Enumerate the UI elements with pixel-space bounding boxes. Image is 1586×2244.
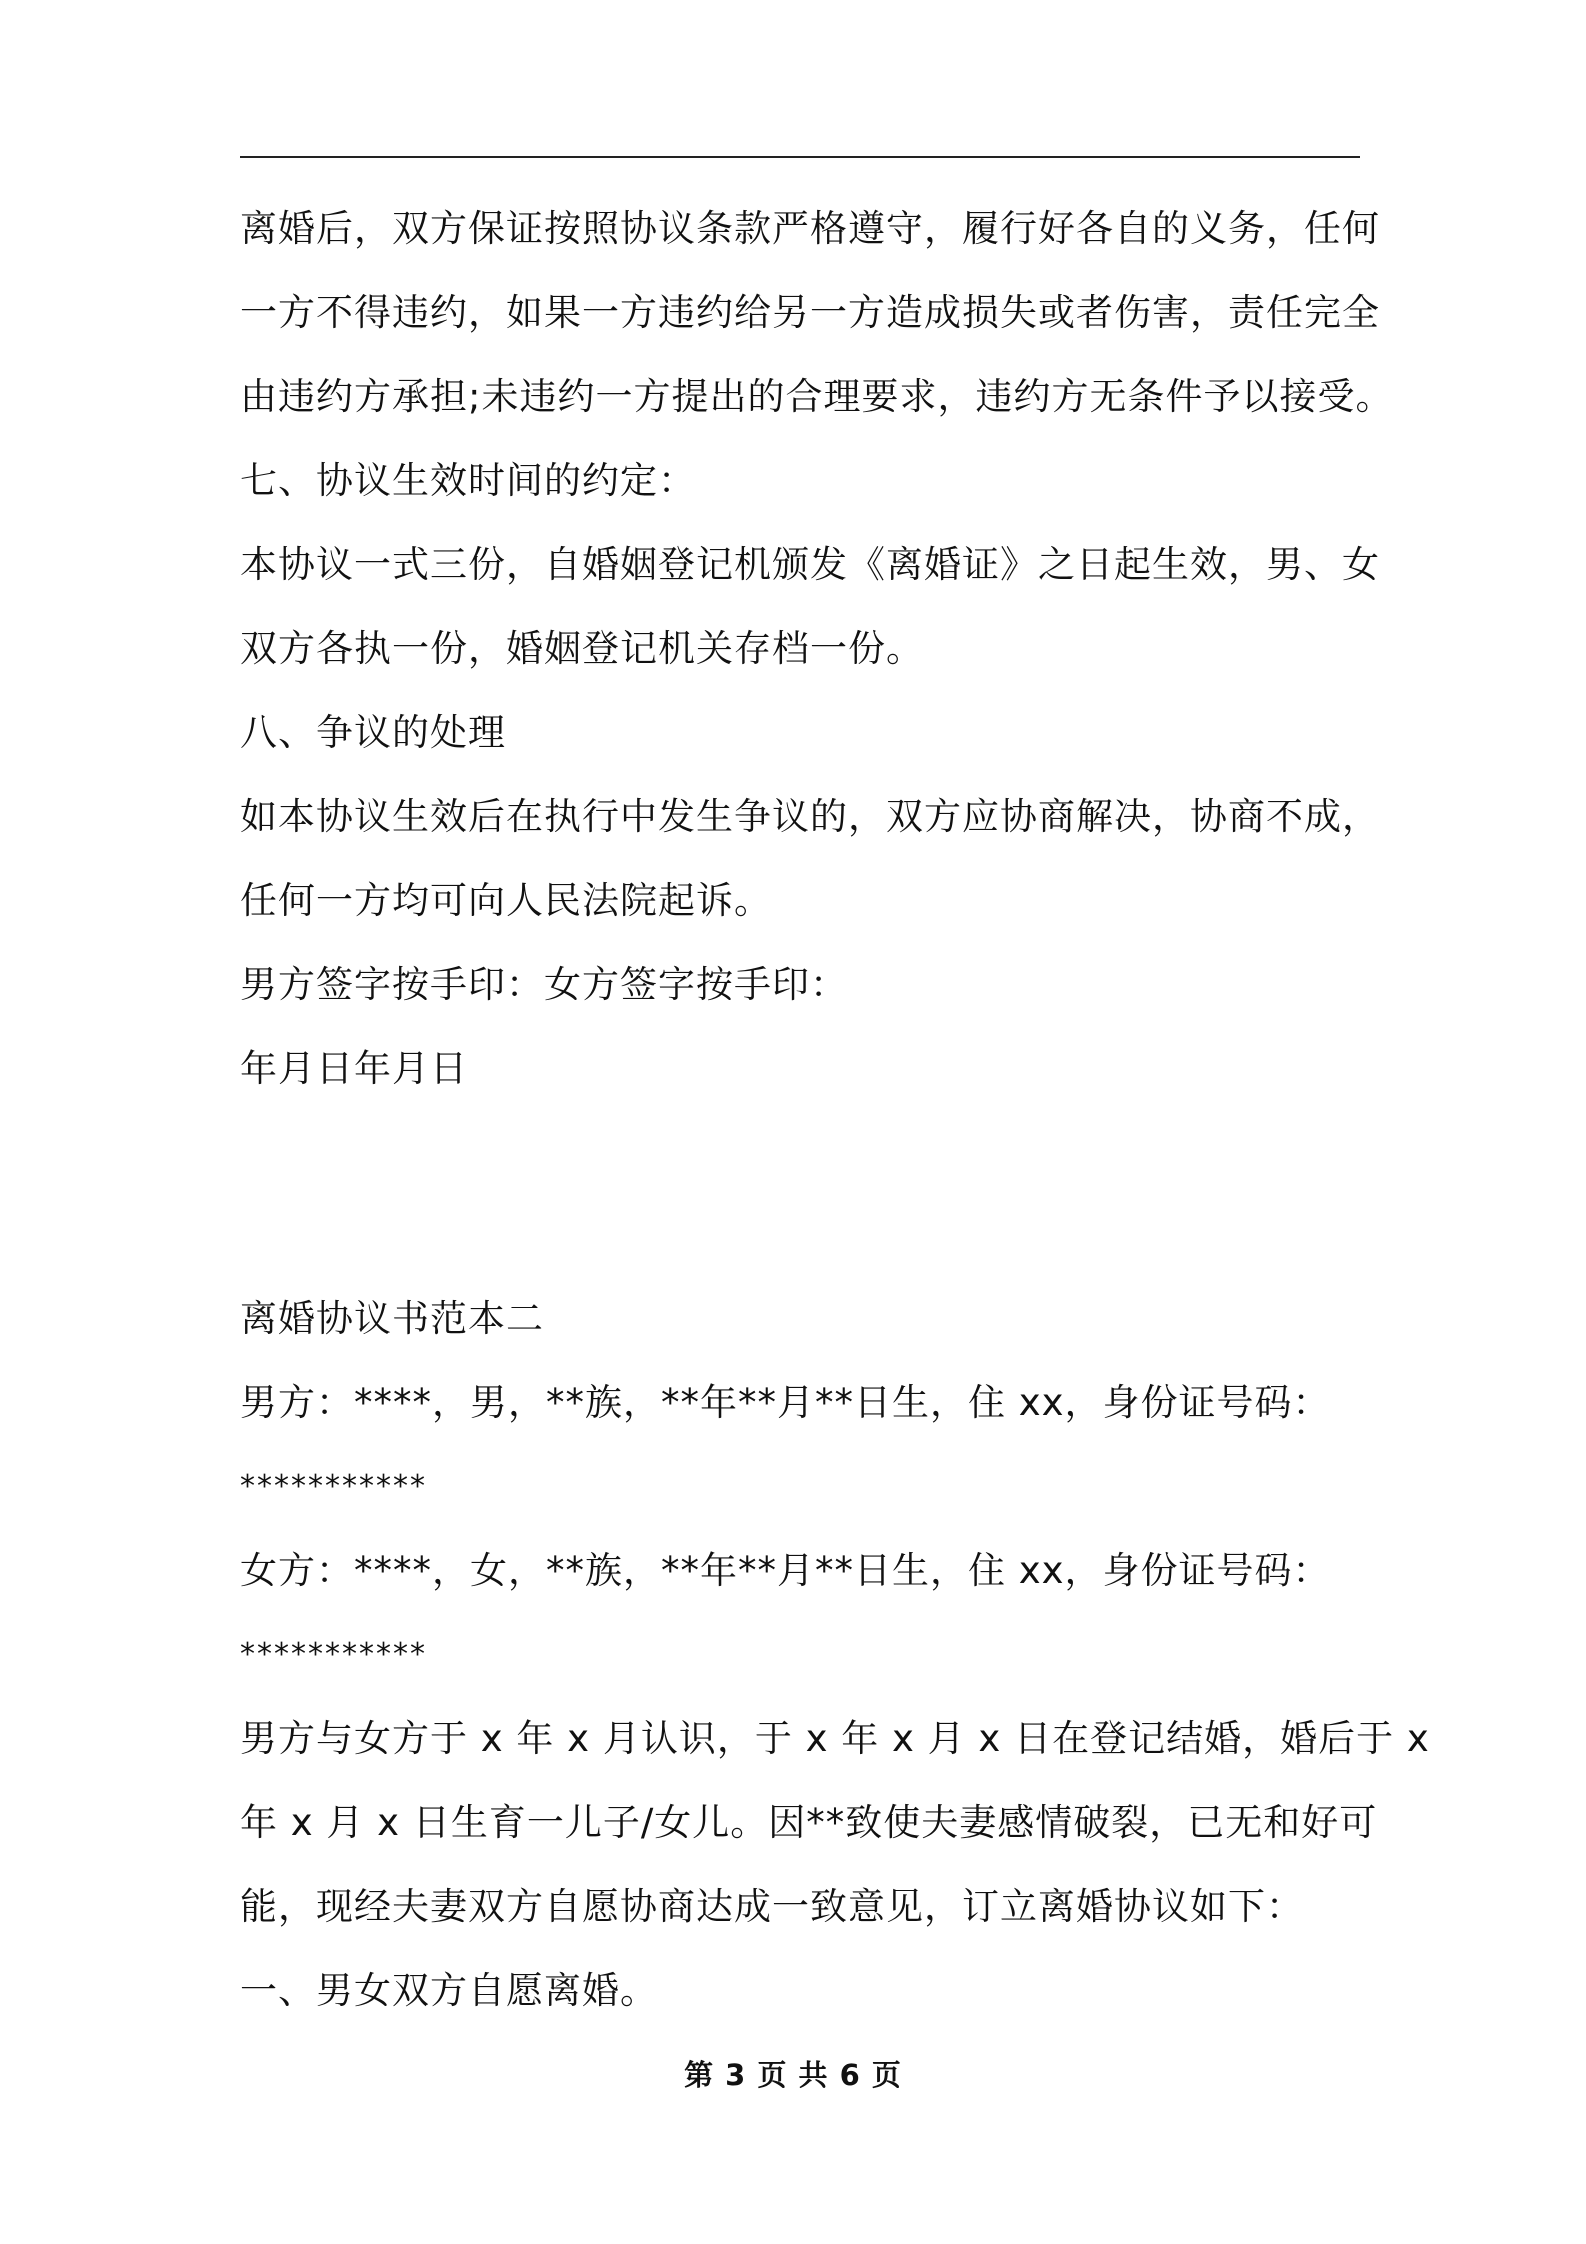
paragraph-line: 年 x 月 x 日生育一儿子/女儿。因**致使夫妻感情破裂，已无和好可 [240,1801,1378,1844]
paragraph-line: 一方不得违约，如果一方违约给另一方造成损失或者伤害，责任完全 [240,291,1380,334]
party-info-line: 女方：****，女，**族，**年**月**日生，住 xx，身份证号码： [240,1549,1331,1592]
page-number: 第 3 页 共 6 页 [684,2058,902,2092]
paragraph-line: 如本协议生效后在执行中发生争议的，双方应协商解决，协商不成， [240,795,1380,838]
paragraph-line: 由违约方承担;未违约一方提出的合理要求，违约方无条件予以接受。 [240,375,1394,418]
paragraph-line: 男方与女方于 x 年 x 月认识，于 x 年 x 月 x 日在登记结婚，婚后于 x [240,1717,1430,1760]
id-number-mask: *********** [240,1637,427,1672]
section-heading: 七、协议生效时间的约定： [240,459,696,502]
paragraph-line: 本协议一式三份，自婚姻登记机颁发《离婚证》之日起生效，男、女 [240,543,1380,586]
section-title: 离婚协议书范本二 [240,1297,544,1340]
header-divider [240,156,1360,158]
section-heading: 一、男女双方自愿离婚。 [240,1969,658,2012]
paragraph-line: 任何一方均可向人民法院起诉。 [240,879,772,922]
party-info-line: 男方：****，男，**族，**年**月**日生，住 xx，身份证号码： [240,1381,1331,1424]
date-line: 年月日年月日 [240,1047,468,1090]
section-heading: 八、争议的处理 [240,711,506,754]
paragraph-line: 双方各执一份，婚姻登记机关存档一份。 [240,627,924,670]
id-number-mask: *********** [240,1469,427,1504]
signature-line: 男方签字按手印：女方签字按手印： [240,963,848,1006]
paragraph-line: 离婚后，双方保证按照协议条款严格遵守，履行好各自的义务，任何 [240,207,1380,250]
paragraph-line: 能，现经夫妻双方自愿协商达成一致意见，订立离婚协议如下： [240,1885,1304,1928]
